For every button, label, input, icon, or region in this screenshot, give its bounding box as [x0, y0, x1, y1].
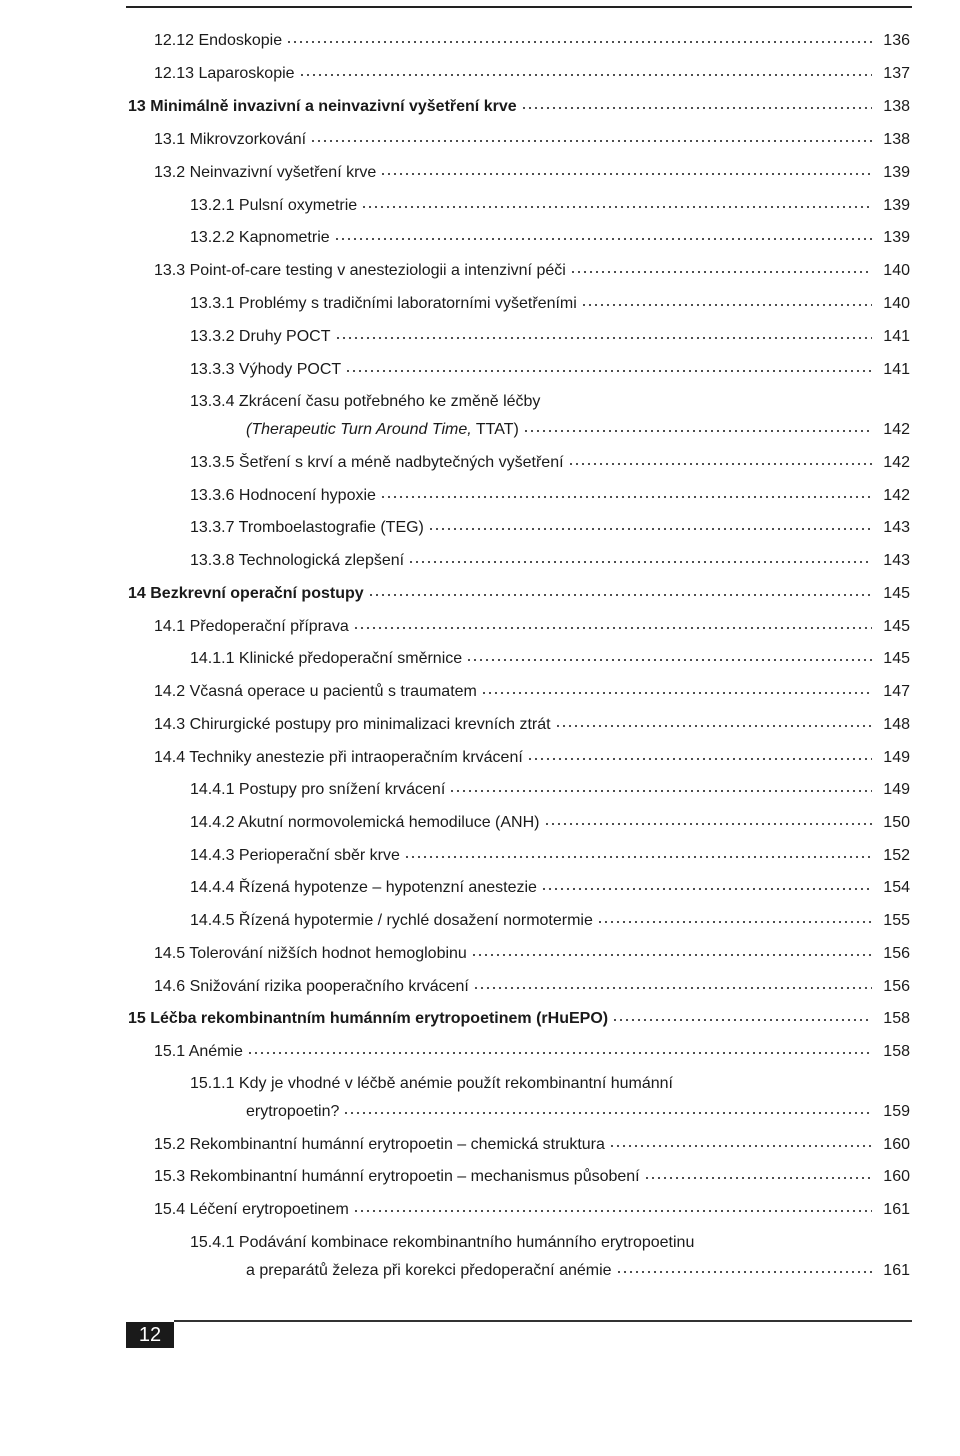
dot-leader — [380, 495, 872, 499]
toc-entry[interactable] — [154, 262, 910, 280]
toc-entry[interactable] — [190, 552, 910, 570]
toc-entry-title: 14.6 Snižování rizika pooperačního krvácení — [154, 978, 469, 995]
toc-entry[interactable] — [154, 1136, 910, 1154]
toc-entry[interactable] — [154, 716, 910, 734]
toc-entry-title: 13 Minimálně invazivní a neinvazivní vyšetření krve — [128, 98, 517, 115]
toc-entry-page: 140 — [883, 295, 910, 312]
toc-entry-page: 143 — [883, 552, 910, 569]
toc-entry[interactable] — [190, 229, 910, 247]
dot-leader — [361, 205, 872, 209]
toc-entry-page: 142 — [883, 454, 910, 471]
dot-leader — [616, 1270, 872, 1274]
toc-entry-title-italic: (Therapeutic Turn Around Time, — [246, 421, 472, 438]
toc-entry-page: 139 — [883, 164, 910, 181]
toc-entry-continuation[interactable] — [246, 421, 910, 439]
dot-leader — [404, 855, 872, 859]
toc-entry[interactable] — [154, 164, 910, 182]
toc-entry-page: 159 — [883, 1103, 910, 1120]
dot-leader — [581, 303, 872, 307]
toc-entry[interactable] — [154, 618, 910, 636]
toc-entry-title: 13.1 Mikrovzorkování — [154, 131, 307, 148]
dot-leader — [568, 462, 872, 466]
toc-entry[interactable] — [154, 1201, 910, 1219]
dot-leader — [334, 237, 872, 241]
toc-entry-title: 15.1 Anémie — [154, 1043, 243, 1060]
toc-entry-page: 156 — [883, 945, 910, 962]
toc-entry-page: 145 — [883, 618, 910, 635]
toc-entry-page: 142 — [883, 421, 910, 438]
toc-entry-title: 14.1 Předoperační příprava — [154, 618, 349, 635]
toc-entry-page: 136 — [883, 32, 910, 49]
toc-entry-page: 158 — [883, 1043, 910, 1060]
toc-entry[interactable] — [190, 781, 910, 799]
dot-leader — [609, 1144, 872, 1148]
dot-leader — [544, 822, 873, 826]
toc-entry-title: 15.4 Léčení erytropoetinem — [154, 1201, 349, 1218]
toc-entry-title: 13.3.1 Problémy s tradičními laboratorními vyšetřeními — [190, 295, 577, 312]
toc-entry-page: 149 — [883, 749, 910, 766]
toc-entry[interactable] — [190, 487, 910, 505]
toc-entry-page: 141 — [883, 361, 910, 378]
toc-entry-title: 14.2 Včasná operace u pacientů s traumatem — [154, 683, 477, 700]
dot-leader — [286, 40, 872, 44]
toc-chapter[interactable] — [128, 585, 910, 603]
dot-leader — [471, 953, 872, 957]
toc-entry-title: 14.4.1 Postupy pro snížení krvácení — [190, 781, 446, 798]
toc-entry-title: 13.2.2 Kapnometrie — [190, 229, 330, 246]
toc-entry-page: 148 — [883, 716, 910, 733]
toc-entry-title: 14.4.4 Řízená hypotenze – hypotenzní anestezie — [190, 879, 537, 896]
toc-entry[interactable] — [154, 1043, 910, 1061]
toc-entry-first-line[interactable] — [190, 1075, 910, 1093]
dot-leader — [408, 560, 872, 564]
dot-leader — [597, 920, 872, 924]
dot-leader — [466, 658, 872, 662]
toc-entry-title: 14.5 Tolerování nižších hodnot hemoglobinu — [154, 945, 467, 962]
toc-entry-page: 147 — [883, 683, 910, 700]
toc-entry[interactable] — [190, 847, 910, 865]
toc-entry-title: erytropoetin? — [246, 1103, 340, 1120]
toc-entry[interactable] — [154, 978, 910, 996]
toc-entry-page: 161 — [883, 1201, 910, 1218]
toc-entry[interactable] — [190, 295, 910, 313]
toc-entry-continuation[interactable] — [246, 1103, 910, 1121]
toc-entry[interactable] — [190, 519, 910, 537]
toc-entry[interactable] — [154, 683, 910, 701]
toc-entry-page: 155 — [883, 912, 910, 929]
dot-leader — [612, 1018, 872, 1022]
toc-entry-title: 14.3 Chirurgické postupy pro minimalizaci krevních ztrát — [154, 716, 551, 733]
dot-leader — [310, 139, 872, 143]
toc-entry-title: 14.4.5 Řízená hypotermie / rychlé dosažení normotermie — [190, 912, 593, 929]
toc-entry-page: 142 — [883, 487, 910, 504]
toc-entry-page: 143 — [883, 519, 910, 536]
toc-entry-page: 137 — [883, 65, 910, 82]
toc-entry-title: 13.3.2 Druhy POCT — [190, 328, 331, 345]
top-rule — [126, 6, 912, 8]
toc-entry[interactable] — [190, 197, 910, 215]
toc-entry-title: 15.1.1 Kdy je vhodné v léčbě anémie použít rekombinantní humánní — [190, 1075, 673, 1092]
toc-entry[interactable] — [190, 879, 910, 897]
toc-entry[interactable] — [154, 32, 910, 50]
toc-entry-title: 13.3.7 Tromboelastografie (TEG) — [190, 519, 424, 536]
dot-leader — [428, 527, 872, 531]
toc-entry[interactable] — [154, 945, 910, 963]
toc-entry-title: 14.4 Techniky anestezie při intraoperačním krvácení — [154, 749, 523, 766]
dot-leader — [343, 1111, 872, 1115]
toc-entry-title: 14.4.3 Perioperační sběr krve — [190, 847, 400, 864]
dot-leader — [299, 73, 872, 77]
toc-entry-title: 13.3.4 Zkrácení času potřebného ke změně léčby — [190, 393, 541, 410]
toc-entry-page: 139 — [883, 229, 910, 246]
dot-leader — [527, 757, 872, 761]
dot-leader — [345, 369, 872, 373]
toc-entry-title: a preparátů železa při korekci předoperační anémie — [246, 1262, 612, 1279]
toc-entry-first-line[interactable] — [190, 393, 910, 411]
toc-entry-page: 150 — [883, 814, 910, 831]
toc-entry-page: 152 — [883, 847, 910, 864]
toc-chapter[interactable] — [128, 98, 910, 116]
toc-entry-title: 15 Léčba rekombinantním humánním erytropoetinem (rHuEPO) — [128, 1010, 609, 1027]
toc-entry-title: 13.3.6 Hodnocení hypoxie — [190, 487, 376, 504]
toc-entry-first-line[interactable] — [190, 1234, 910, 1252]
toc-entry-title: 12.13 Laparoskopie — [154, 65, 295, 82]
page-number-badge: 12 — [126, 1322, 174, 1348]
dot-leader — [644, 1176, 872, 1180]
toc-entry[interactable] — [190, 650, 910, 668]
toc-entry-title: 14.1.1 Klinické předoperační směrnice — [190, 650, 463, 667]
toc-entry[interactable] — [154, 749, 910, 767]
dot-leader — [353, 1209, 872, 1213]
toc-entry-title: 13.3.3 Výhody POCT — [190, 361, 342, 378]
toc-entry-title-rest: TTAT) — [471, 421, 519, 438]
dot-leader — [380, 172, 872, 176]
dot-leader — [555, 724, 872, 728]
toc-entry-title: 14.4.2 Akutní normovolemická hemodiluce (ANH) — [190, 814, 540, 831]
toc-entry-page: 149 — [883, 781, 910, 798]
toc-entry[interactable] — [190, 814, 910, 832]
toc-entry[interactable] — [190, 361, 910, 379]
toc-entry-title: 13.3.5 Šetření s krví a méně nadbytečných vyšetření — [190, 454, 564, 471]
dot-leader — [541, 887, 872, 891]
toc-entry[interactable] — [154, 131, 910, 149]
toc-entry-page: 160 — [883, 1168, 910, 1185]
toc-entry-title: 12.12 Endoskopie — [154, 32, 283, 49]
toc-entry-page: 156 — [883, 978, 910, 995]
toc-entry-page: 138 — [883, 131, 910, 148]
toc-entry-page: 141 — [883, 328, 910, 345]
dot-leader — [570, 270, 872, 274]
toc-entry-page: 158 — [883, 1010, 910, 1027]
toc-entry-title: 15.4.1 Podávání kombinace rekombinantního humánního erytropoetinu — [190, 1234, 695, 1251]
toc-entry-page: 145 — [883, 585, 910, 602]
dot-leader — [523, 429, 872, 433]
toc-entry[interactable] — [190, 328, 910, 346]
toc-entry-continuation[interactable] — [246, 1262, 910, 1280]
toc-entry-page: 160 — [883, 1136, 910, 1153]
toc-entry[interactable] — [154, 1168, 910, 1186]
bottom-rule — [174, 1320, 912, 1322]
toc-chapter[interactable] — [128, 1010, 910, 1028]
dot-leader — [521, 106, 872, 110]
toc-entry[interactable] — [190, 912, 910, 930]
dot-leader — [481, 691, 872, 695]
toc-entry-page: 140 — [883, 262, 910, 279]
toc-entry-title: 15.3 Rekombinantní humánní erytropoetin – mechanismus působení — [154, 1168, 640, 1185]
toc-entry-page: 154 — [883, 879, 910, 896]
toc-entry-page: 161 — [883, 1262, 910, 1279]
dot-leader — [368, 593, 872, 597]
toc-entry-title: 13.3 Point-of-care testing v anesteziologii a intenzivní péči — [154, 262, 566, 279]
toc-entry-page: 139 — [883, 197, 910, 214]
toc-entry-page: 138 — [883, 98, 910, 115]
dot-leader — [473, 986, 872, 990]
toc-entry[interactable] — [154, 65, 910, 83]
toc-entry-title: 13.2 Neinvazivní vyšetření krve — [154, 164, 377, 181]
toc-entry-title: 13.3.8 Technologická zlepšení — [190, 552, 405, 569]
toc-entry-title: 14 Bezkrevní operační postupy — [128, 585, 364, 602]
dot-leader — [247, 1051, 872, 1055]
toc-entry-title: 15.2 Rekombinantní humánní erytropoetin – chemická struktura — [154, 1136, 605, 1153]
dot-leader — [353, 626, 872, 630]
toc-entry-title: 13.2.1 Pulsní oxymetrie — [190, 197, 358, 214]
dot-leader — [335, 336, 873, 340]
dot-leader — [449, 789, 872, 793]
toc-entry[interactable] — [190, 454, 910, 472]
toc-entry-page: 145 — [883, 650, 910, 667]
